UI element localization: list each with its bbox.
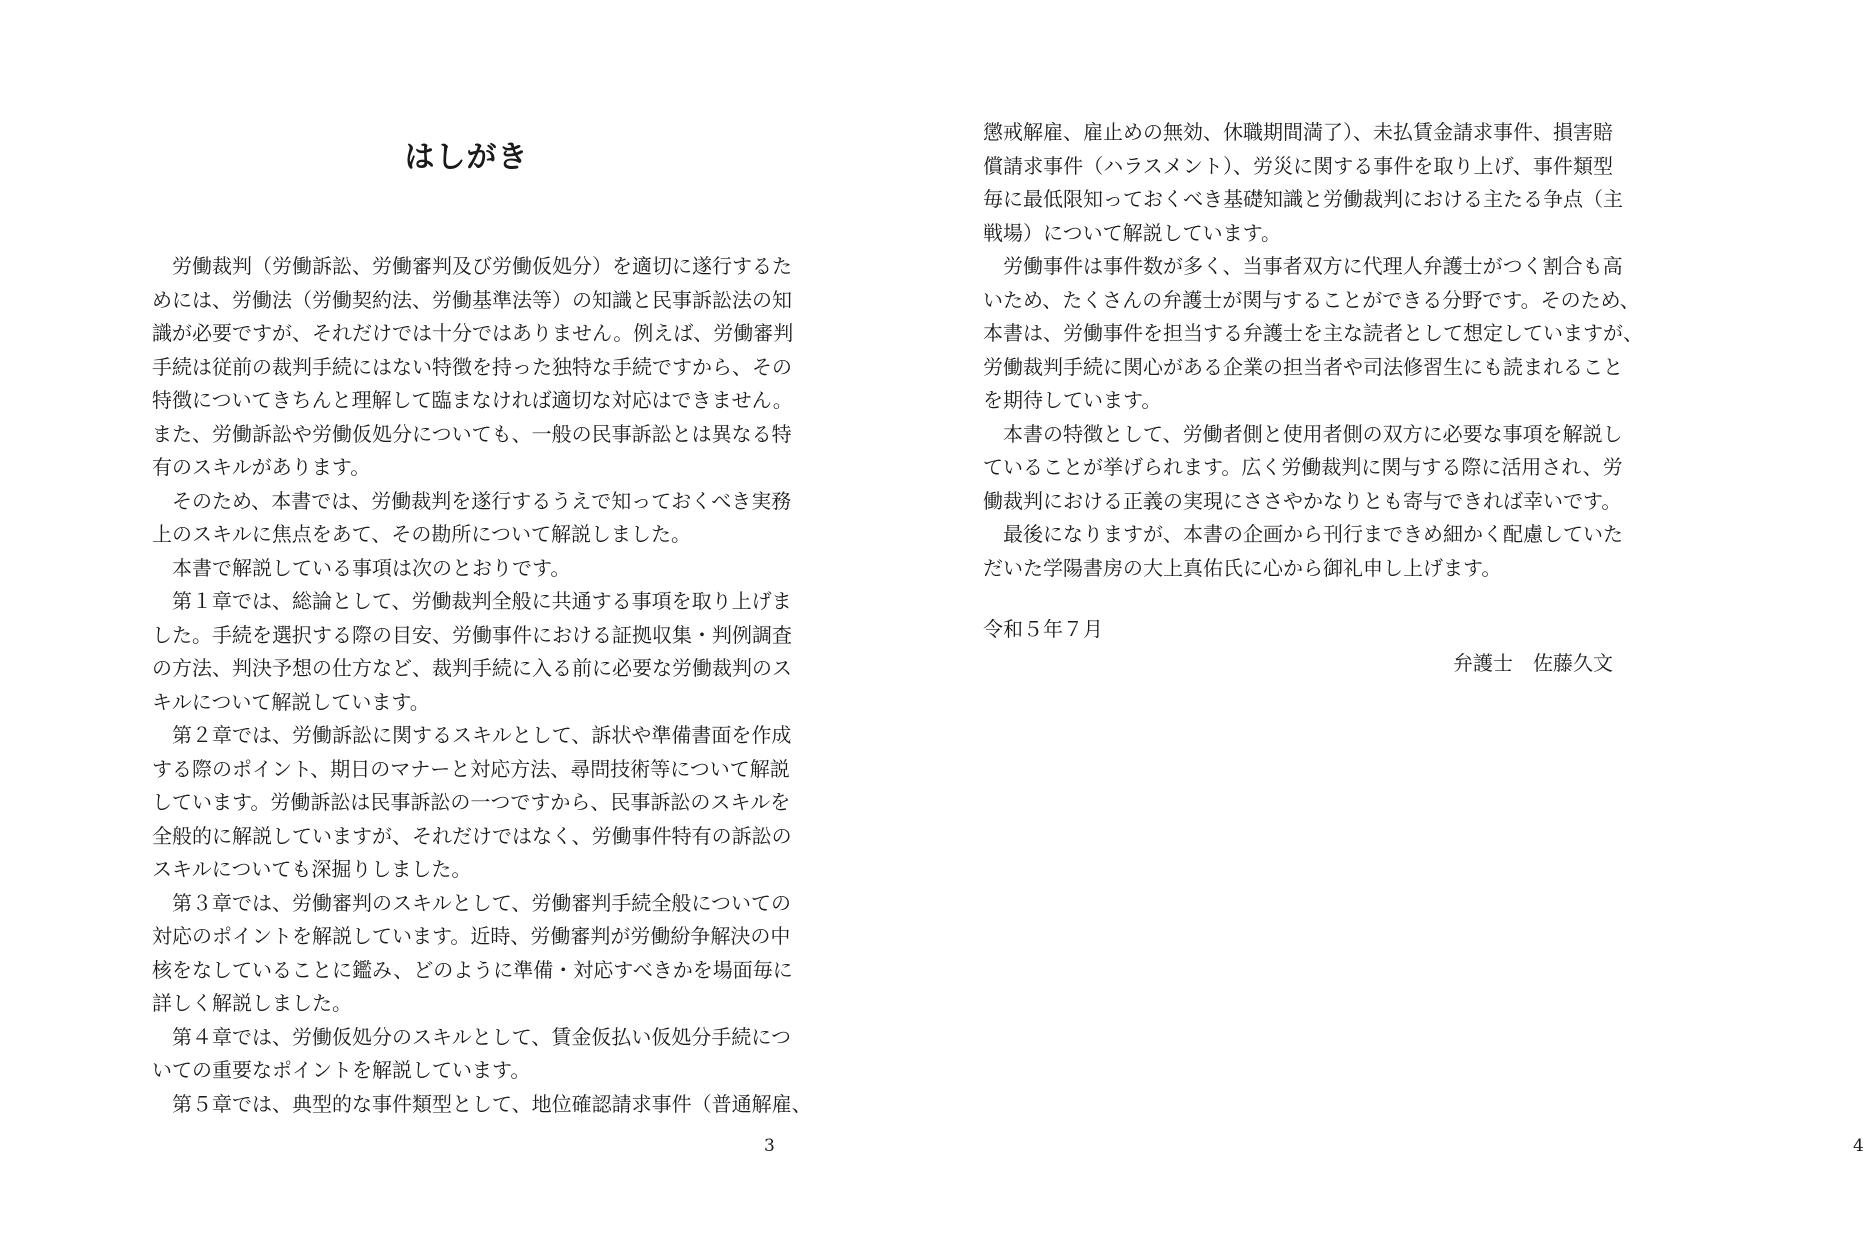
text-line: を期待しています。: [983, 388, 1162, 412]
text-line: そのため、本書では、労働裁判を遂行するうえで知っておくべき実務: [152, 488, 792, 513]
text-line: 毎に最低限知っておくべき基礎知識と労働裁判における主たる争点（主: [983, 187, 1623, 211]
text-line: 第４章では、労働仮処分のスキルとして、賃金仮払い仮処分手続につ: [152, 1024, 791, 1049]
text-line: だいた学陽書房の大上真佑氏に心から御礼申し上げます。: [983, 555, 1502, 580]
text-line: する際のポイント、期日のマナーと対応方法、尋問技術等について解説: [152, 756, 790, 781]
text-line: スキルについても深掘りしました。: [152, 857, 472, 881]
right-body-text: [983, 116, 1643, 585]
text-line: また、労働訴訟や労働仮処分についても、一般の民事訴訟とは異なる特: [152, 421, 792, 446]
text-line: 第２章では、労働訴訟に関するスキルとして、訴状や準備書面を作成: [152, 723, 792, 747]
text-line: 働裁判における正義の実現にささやかなりとも寄与できれば幸いです。: [983, 488, 1622, 513]
text-line: 全般的に解説していますが、それだけではなく、労働事件特有の訴訟の: [152, 823, 792, 848]
right-page: [877, 0, 1864, 1240]
text-line: 労働事件は事件数が多く、当事者双方に代理人弁護士がつく割合も高: [983, 254, 1623, 278]
left-body-text: [152, 250, 812, 1121]
text-line: しています。労働訴訟は民事訴訟の一つですから、民事訴訟のスキルを: [152, 790, 791, 814]
text-line: 第５章では、典型的な事件類型として、地位確認請求事件（普通解雇、: [152, 1091, 812, 1116]
text-line: の方法、判決予想の仕方など、裁判手続に入る前に必要な労働裁判のス: [152, 656, 792, 680]
text-line: 本書の特徴として、労働者側と使用者側の双方に必要な事項を解説し: [983, 421, 1623, 446]
text-line: 特徴についてきちんと理解して臨まなければ適切な対応はできません。: [152, 388, 793, 412]
date-line: 令和５年７月: [983, 617, 1103, 641]
text-line: 懲戒解雇、雇止めの無効、休職期間満了）、未払賃金請求事件、損害賠: [983, 120, 1613, 144]
text-line: 本書で解説している事項は次のとおりです。: [152, 555, 571, 580]
text-line: いての重要なポイントを解説しています。: [152, 1058, 531, 1082]
text-line: めには、労働法（労働契約法、労働基準法等）の知識と民事訴訟法の知: [152, 287, 792, 312]
text-line: 最後になりますが、本書の企画から刊行まできめ細かく配慮していた: [983, 522, 1623, 546]
text-line: 有のスキルがあります。: [152, 455, 371, 479]
text-line: した。手続を選択する際の目安、労働事件における証拠収集・判例調査: [152, 622, 792, 647]
text-line: 戦場）について解説しています。: [983, 220, 1281, 245]
text-line: 本書は、労働事件を担当する弁護士を主な読者として想定していますが、: [983, 321, 1643, 345]
text-line: 労働裁判手続に関心がある企業の担当者や司法修習生にも読まれること: [983, 354, 1623, 379]
text-line: 識が必要ですが、それだけでは十分ではありません。例えば、労働審判: [152, 321, 794, 345]
text-line: 償請求事件（ハラスメント）、労災に関する事件を取り上げ、事件類型: [983, 153, 1613, 178]
text-line: 労働裁判（労働訴訟、労働審判及び労働仮処分）を適切に遂行するた: [152, 254, 792, 278]
text-line: 第３章では、労働審判のスキルとして、労働審判手続全般についての: [152, 890, 791, 915]
author-signature: 弁護士 佐藤久文: [1453, 651, 1613, 675]
text-line: 詳しく解説しました。: [152, 991, 352, 1015]
text-line: キルについて解説しています。: [152, 689, 430, 714]
page-number: 4: [1853, 1136, 1864, 1156]
text-line: ていることが挙げられます。広く労働裁判に関与する際に活用され、労: [983, 455, 1623, 479]
left-page: [0, 0, 877, 1240]
text-line: 手続は従前の裁判手続にはない特徴を持った独特な手続ですから、その: [152, 354, 792, 379]
text-line: 核をなしていることに鑑み、どのように準備・対応すべきかを場面毎に: [152, 957, 793, 982]
page-number: 3: [764, 1136, 775, 1156]
text-line: いため、たくさんの弁護士が関与することができる分野です。そのため、: [983, 287, 1640, 312]
text-line: 上のスキルに焦点をあて、その勘所について解説しました。: [152, 522, 691, 546]
page-title: はしがき: [404, 140, 529, 175]
text-line: 第１章では、総論として、労働裁判全般に共通する事項を取り上げま: [152, 589, 792, 613]
text-line: 対応のポイントを解説しています。近時、労働審判が労働紛争解決の中: [152, 924, 791, 948]
